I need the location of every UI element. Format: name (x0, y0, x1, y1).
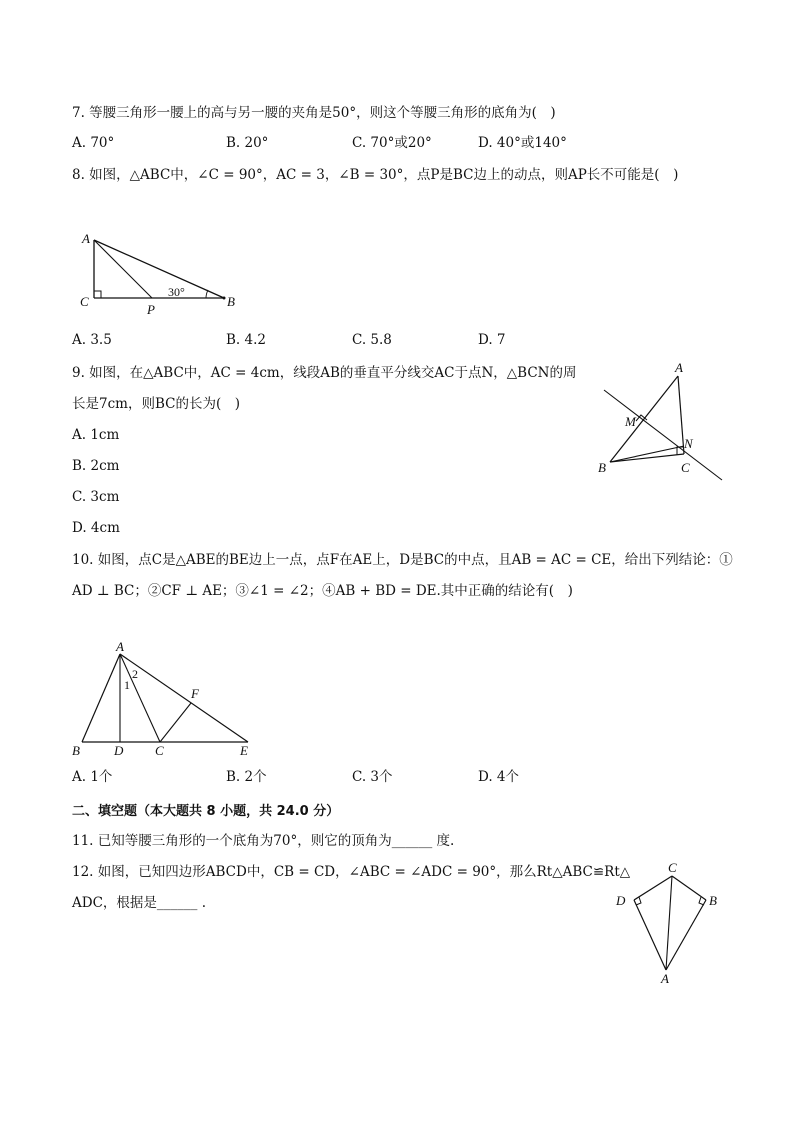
q12-label-d: D (616, 893, 626, 908)
q10-label-f: F (191, 686, 199, 701)
q9-figure (596, 358, 728, 484)
q12-side-da (634, 900, 666, 970)
q8-figure (76, 228, 246, 320)
q8-right-angle-mark (94, 291, 101, 298)
q12-side-ba (666, 900, 706, 970)
q12-figure (610, 858, 730, 986)
q8-point-b (223, 297, 226, 300)
q10-label-d: D (114, 743, 124, 758)
q8-side-ab (94, 240, 224, 298)
q7-option-a: A. 70° (72, 135, 115, 151)
q10-label-e: E (240, 743, 248, 758)
q10-label-b: B (72, 743, 80, 758)
q8-label-p: P (147, 302, 155, 317)
q9-stem-line1: 9. 如图，在△ABC中，AC = 4cm，线段AB的垂直平分线交AC于点N，△BCN的周 (72, 365, 577, 381)
q8-option-d: D. 7 (478, 332, 506, 348)
q9-label-m: M (625, 414, 636, 429)
q9-perpendicular-bisector (604, 390, 722, 480)
q12-side-cb (672, 876, 706, 900)
q11-stem: 11. 已知等腰三角形的一个底角为70°，则它的顶角为______ 度. (72, 833, 455, 849)
q9-side-bc (610, 454, 684, 462)
q8-option-c: C. 5.8 (352, 332, 392, 348)
q10-option-b: B. 2个 (226, 769, 267, 785)
q10-option-c: C. 3个 (352, 769, 393, 785)
q10-figure (70, 638, 260, 760)
q8-stem: 8. 如图，△ABC中，∠C = 90°，AC = 3，∠B = 30°，点P是BC边上的动点，则AP长不可能是( ) (72, 167, 679, 183)
q10-label-c: C (155, 743, 164, 758)
q8-label-angle: 30° (168, 285, 185, 299)
q8-segment-ap (94, 240, 152, 298)
q12-side-cd (634, 876, 672, 900)
q9-label-a: A (675, 360, 683, 375)
q10-stem-line2: AD ⊥ BC；②CF ⊥ AE；③∠1 = ∠2；④AB + BD = DE.其中正确的结论有( ) (72, 583, 573, 599)
q10-stem-line1: 10. 如图，点C是△ABE的BE边上一点，点F在AE上，D是BC的中点，且AB = AC = CE，给出下列结论：① (72, 552, 733, 568)
q12-diagonal-ca (666, 876, 672, 970)
q10-label-angle-2: 2 (132, 667, 138, 681)
q10-label-angle-1: 1 (124, 678, 130, 692)
section-heading-fill-in: 二、填空题（本大题共 8 小题，共 24.0 分） (72, 804, 340, 819)
q12-label-a: A (661, 971, 669, 986)
q8-angle-arc (206, 290, 208, 298)
q10-side-ab (82, 654, 120, 742)
q8-option-a: A. 3.5 (72, 332, 112, 348)
q9-option-d: D. 4cm (72, 520, 120, 536)
q7-stem: 7. 等腰三角形一腰上的高与另一腰的夹角是50°，则这个等腰三角形的底角为( ) (72, 105, 556, 121)
q9-option-c: C. 3cm (72, 489, 120, 505)
q7-option-d: D. 40°或140° (478, 135, 567, 151)
q12-stem-line1: 12. 如图，已知四边形ABCD中，CB = CD，∠ABC = ∠ADC = 90°，那么Rt△ABC≌Rt△ (72, 864, 631, 880)
q9-stem-line2: 长是7cm，则BC的长为( ) (72, 396, 240, 412)
q10-segment-cf (160, 703, 191, 742)
q8-label-b: B (227, 294, 235, 309)
q8-option-b: B. 4.2 (226, 332, 266, 348)
q10-option-a: A. 1个 (72, 769, 113, 785)
q8-label-a: A (82, 231, 90, 246)
q10-option-d: D. 4个 (478, 769, 520, 785)
q10-side-ae (120, 654, 248, 742)
q9-label-n: N (684, 436, 693, 451)
q12-stem-line2: ADC，根据是______ . (72, 895, 206, 911)
q9-option-a: A. 1cm (72, 427, 120, 443)
q12-label-b: B (709, 893, 717, 908)
q9-option-b: B. 2cm (72, 458, 120, 474)
q9-label-c: C (681, 460, 690, 475)
q10-label-a: A (116, 639, 124, 654)
q7-option-c: C. 70°或20° (352, 135, 432, 151)
q8-label-c: C (80, 294, 89, 309)
q7-option-b: B. 20° (226, 135, 269, 151)
q12-label-c: C (668, 860, 677, 875)
q9-label-b: B (598, 460, 606, 475)
